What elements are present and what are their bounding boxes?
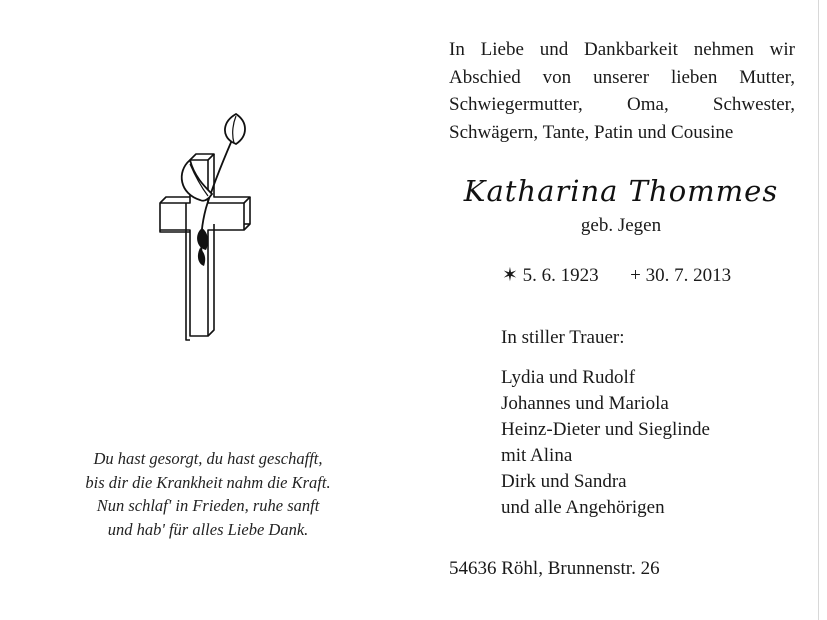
page-edge-divider (818, 0, 819, 620)
mourner-line: Dirk und Sandra (501, 471, 627, 492)
death-cross-icon: + (630, 265, 641, 286)
intro-line: Abschied von unserer lieben Mutter, (449, 66, 795, 88)
poem-line: und hab' für alles Liebe Dank. (107, 519, 309, 539)
birth-name: geb. Jegen (580, 215, 662, 236)
poem-line: bis dir die Krankheit nahm die Kraft. (85, 472, 331, 492)
poem-line: Nun schlaf' in Frieden, ruhe sanft (96, 496, 320, 515)
intro-line: In Liebe und Dankbarkeit nehmen wir (449, 39, 795, 60)
poem (58, 447, 358, 541)
cross-with-lily-icon (150, 108, 260, 343)
mourners-list (501, 365, 710, 521)
intro-line: Schwiegermutter, Oma, Schwester, (449, 94, 795, 115)
life-dates (502, 264, 731, 287)
mourner-line: Heinz-Dieter und Sieglinde (501, 419, 710, 440)
mourner-line: Johannes und Mariola (501, 393, 669, 414)
mourner-line: mit Alina (501, 445, 573, 466)
deceased-name: Katharina Thommes (463, 174, 779, 208)
intro-text (449, 36, 795, 146)
poem-line: Du hast gesorgt, du hast geschafft, (93, 449, 323, 468)
mourner-line: Lydia und Rudolf (501, 367, 636, 388)
mourning-title: In stiller Trauer: (501, 327, 625, 348)
birth-star-icon: ✶ (502, 265, 518, 286)
mourner-line: und alle Angehörigen (501, 497, 665, 518)
death-date: 30. 7. 2013 (645, 265, 732, 286)
address: 54636 Röhl, Brunnenstr. 26 (449, 558, 660, 579)
intro-line: Schwägern, Tante, Patin und Cousine (449, 121, 734, 143)
birth-date: 5. 6. 1923 (522, 265, 599, 286)
